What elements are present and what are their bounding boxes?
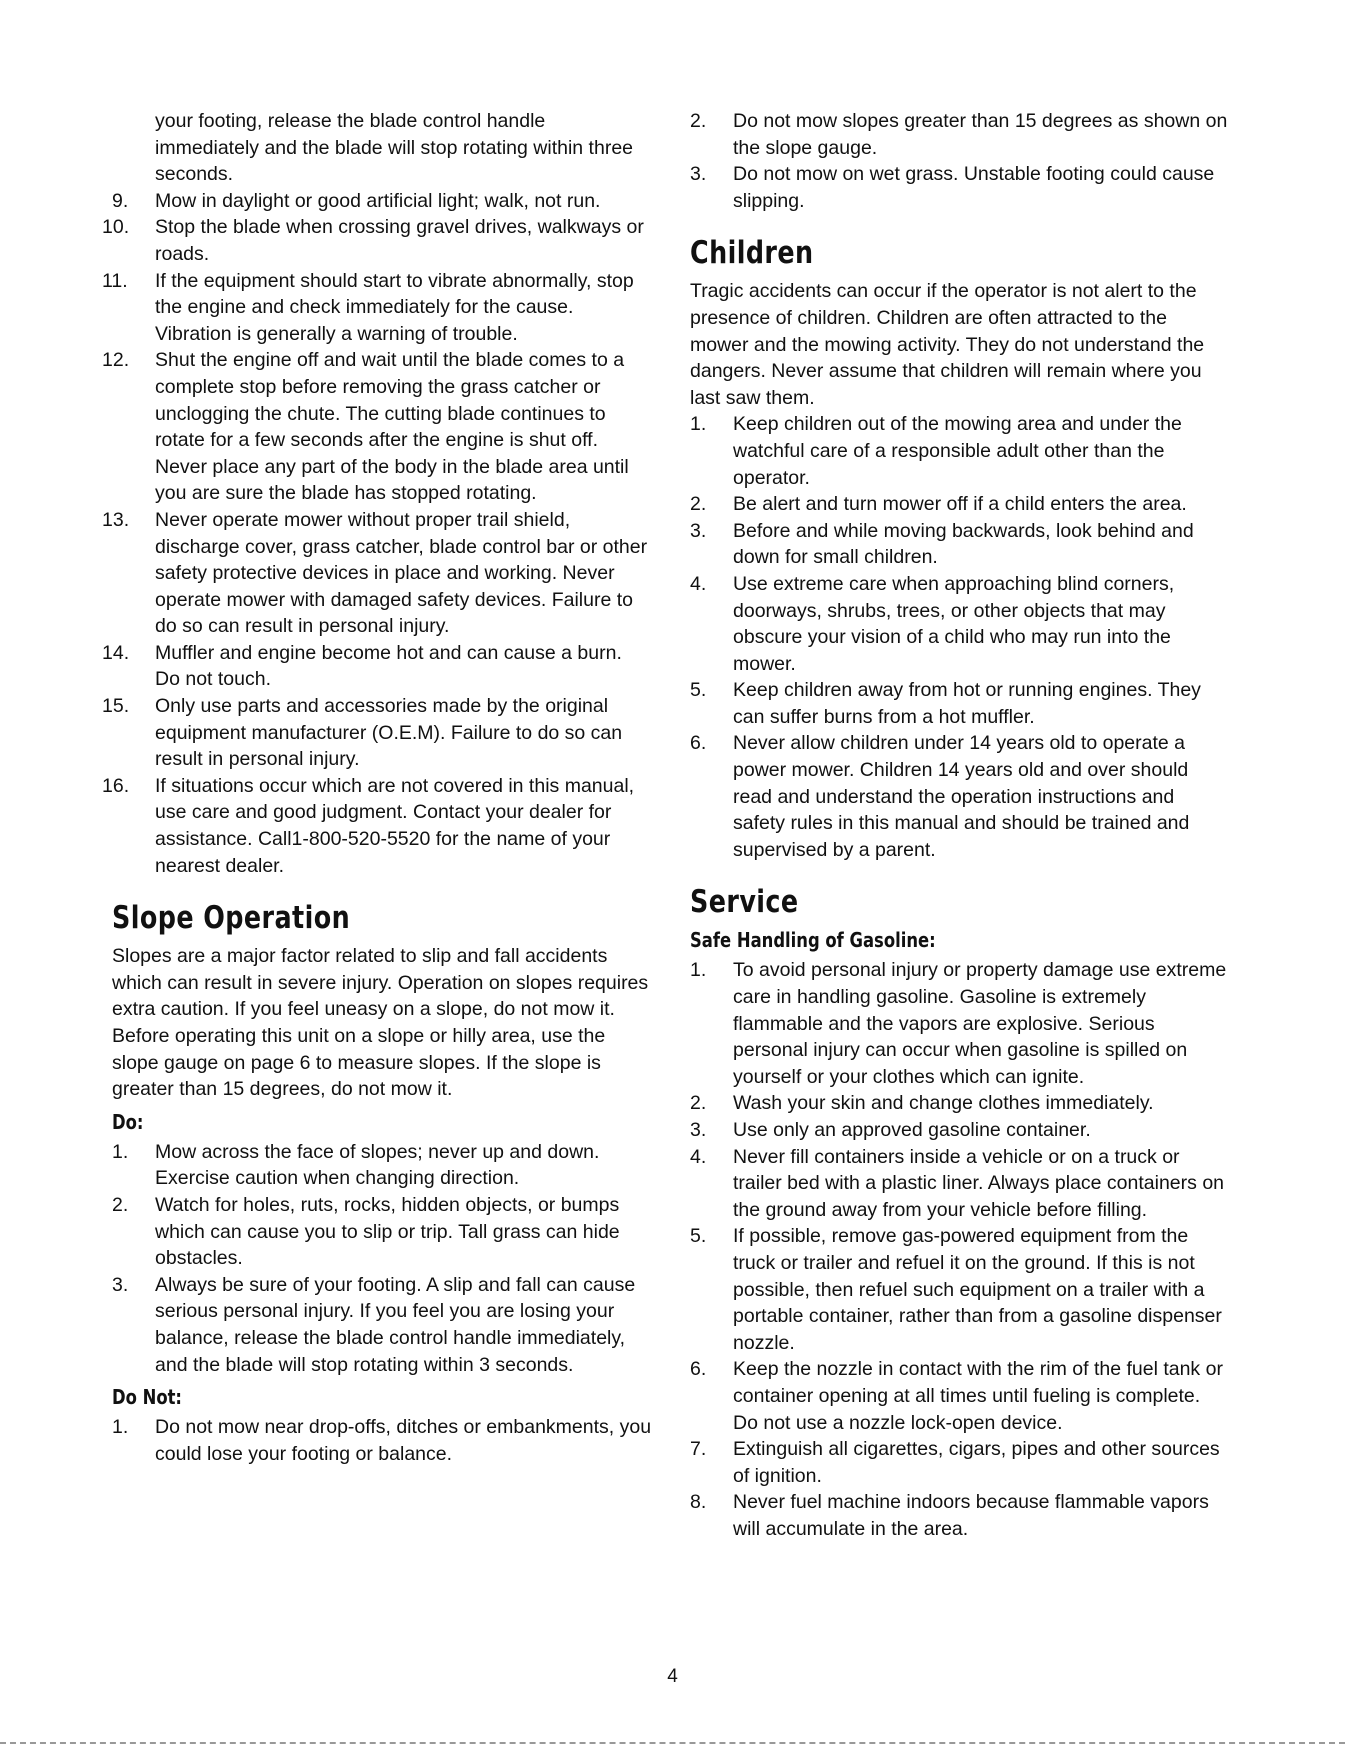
item-text: If possible, remove gas-powered equipment from the truck or trailer and refuel it on the ground. If this is not possible, then refuel such equipment on a trailer with a portable container, rather than from a gasoline dispenser nozzle. bbox=[733, 1225, 1222, 1354]
item-text: Mow across the face of slopes; never up and down. Exercise caution when changing direction. bbox=[155, 1140, 600, 1190]
list-item bbox=[690, 957, 1230, 1090]
list-item bbox=[690, 1223, 1230, 1356]
item-number: 14. bbox=[102, 641, 130, 664]
item-number: 13. bbox=[102, 508, 130, 531]
item-text: Use extreme care when approaching blind corners, doorways, shrubs, trees, or other objects that may obscure your vision of a child who may run into the mower. bbox=[733, 572, 1175, 675]
item-number: 1. bbox=[690, 413, 707, 436]
continued-paragraph: your footing, release the blade control handle immediately and the blade will stop rotating within three seconds. bbox=[155, 110, 634, 186]
item-text: Shut the engine off and wait until the blade comes to a complete stop before removing the grass catcher or unclogging the chute. The cutting blade continues to rotate for a few seconds after the engine is shut off. Never place any part of the body in the blade area until you are sure the blade has stopped rotating. bbox=[155, 349, 629, 505]
item-text: Before and while moving backwards, look behind and down for small children. bbox=[733, 519, 1194, 569]
item-number: 3. bbox=[690, 519, 707, 542]
safe-handling-heading: Safe Handling of Gasoline: bbox=[690, 928, 936, 953]
do-not-heading: Do Not: bbox=[112, 1385, 182, 1410]
item-number: 4. bbox=[690, 1145, 707, 1168]
list-item bbox=[690, 677, 1230, 730]
item-text: Use only an approved gasoline container. bbox=[733, 1119, 1091, 1141]
list-item bbox=[112, 1414, 652, 1467]
list-item bbox=[112, 188, 652, 215]
item-number: 6. bbox=[690, 1358, 707, 1381]
item-number: 10. bbox=[102, 216, 130, 239]
list-item bbox=[690, 571, 1230, 677]
item-text: Never allow children under 14 years old to operate a power mower. Children 14 years old and over should read and understand the operation instructions and safety rules in this manual and should be trained and supervised by a parent. bbox=[733, 732, 1190, 861]
section-heading-children: Children bbox=[690, 235, 814, 272]
item-text: Keep children out of the mowing area and under the watchful care of a responsible adult other than the operator. bbox=[733, 413, 1182, 489]
item-text: Extinguish all cigarettes, cigars, pipes and other sources of ignition. bbox=[733, 1438, 1220, 1487]
item-text: Never operate mower without proper trail shield, discharge cover, grass catcher, blade control bar or other safety protective devices in place and working. Never operate mower with damaged safety devices. Failure to do so can result in personal injury. bbox=[155, 508, 648, 638]
list-item bbox=[690, 161, 1230, 214]
list-item bbox=[102, 347, 652, 507]
item-text: Do not mow on wet grass. Unstable footing could cause slipping. bbox=[733, 163, 1215, 212]
item-number: 15. bbox=[102, 695, 130, 718]
list-item bbox=[690, 1144, 1230, 1224]
list-item bbox=[102, 507, 652, 640]
children-intro-paragraph: Tragic accidents can occur if the operator is not alert to the presence of children. Children are often attracted to the mower and the mowing activity. They do not understand the dangers. Never assume that children will remain where you last saw them. bbox=[690, 280, 1205, 409]
item-text: Muffler and engine become hot and can cause a burn. Do not touch. bbox=[155, 641, 622, 691]
item-number: 1. bbox=[112, 1416, 129, 1439]
item-text: Keep the nozzle in contact with the rim of the fuel tank or container opening at all times until fueling is complete. Do not use a nozzle lock-open device. bbox=[733, 1358, 1223, 1434]
item-text: To avoid personal injury or property damage use extreme care in handling gasoline. Gasoline is extremely flammable and the vapors are explosive. Serious personal injury can occur when gasoline is spilled on yourself or your clothes which can ignite. bbox=[733, 959, 1227, 1088]
item-number: 2. bbox=[690, 1092, 707, 1115]
item-text: Keep children away from hot or running engines. They can suffer burns from a hot muffler. bbox=[733, 679, 1201, 728]
list-item bbox=[102, 773, 652, 879]
item-number: 5. bbox=[690, 679, 707, 702]
page-number: 4 bbox=[667, 1666, 678, 1687]
list-item bbox=[112, 1272, 652, 1378]
list-item bbox=[690, 1090, 1230, 1117]
list-item bbox=[112, 1192, 652, 1272]
item-number: 2. bbox=[690, 110, 707, 132]
list-item bbox=[102, 268, 652, 348]
item-number: 5. bbox=[690, 1225, 707, 1248]
item-text: Watch for holes, ruts, rocks, hidden objects, or bumps which can cause you to slip or trip. Tall grass can hide obstacles. bbox=[155, 1193, 620, 1270]
item-text: Stop the blade when crossing gravel drives, walkways or roads. bbox=[155, 216, 644, 265]
bottom-divider bbox=[0, 1742, 1345, 1744]
list-item bbox=[102, 693, 652, 773]
item-text: If situations occur which are not covered in this manual, use care and good judgment. Contact your dealer for assistance. Call1-800-520-5520 for the name of your nearest dealer. bbox=[155, 774, 635, 877]
item-text: Always be sure of your footing. A slip and fall can cause serious personal injury. If you feel you are losing your balance, release the blade control handle immediately, and the blade will stop rotating within 3 seconds. bbox=[155, 1273, 636, 1376]
section-heading-service: Service bbox=[690, 884, 799, 921]
item-number: 6. bbox=[690, 732, 707, 755]
item-text: Never fill containers inside a vehicle or on a truck or trailer bed with a plastic liner. Always place containers on the ground away from your vehicle before filling. bbox=[733, 1145, 1225, 1221]
item-number: 8. bbox=[690, 1491, 707, 1514]
list-item bbox=[690, 491, 1230, 518]
list-item bbox=[690, 1436, 1230, 1489]
item-number: 2. bbox=[112, 1193, 129, 1216]
item-number: 9. bbox=[112, 189, 129, 212]
item-number: 12. bbox=[102, 349, 130, 372]
item-number: 7. bbox=[690, 1438, 707, 1461]
list-item bbox=[690, 730, 1230, 863]
item-text: Wash your skin and change clothes immediately. bbox=[733, 1092, 1154, 1115]
list-item bbox=[690, 518, 1230, 571]
item-text: Be alert and turn mower off if a child enters the area. bbox=[733, 493, 1187, 516]
item-number: 1. bbox=[112, 1140, 129, 1163]
slope-intro-paragraph: Slopes are a major factor related to slip and fall accidents which can result in severe injury. Operation on slopes requires extra caution. If you feel uneasy on a slope, do not mow it. Before operating this unit on a slope or hilly area, use the slope gauge on page 6 to measure slopes. If the slope is greater than 15 degrees, do not mow it. bbox=[112, 945, 649, 1101]
item-number: 3. bbox=[690, 1119, 707, 1141]
item-text: Do not mow near drop-offs, ditches or embankments, you could lose your footing or balance. bbox=[155, 1416, 652, 1465]
list-item bbox=[690, 411, 1230, 491]
item-number: 4. bbox=[690, 572, 707, 595]
list-item bbox=[112, 1139, 652, 1192]
list-item bbox=[690, 108, 1230, 161]
item-text: If the equipment should start to vibrate abnormally, stop the engine and check immediately for the cause. Vibration is generally a warning of trouble. bbox=[155, 269, 634, 345]
item-text: Do not mow slopes greater than 15 degrees as shown on the slope gauge. bbox=[733, 110, 1228, 159]
list-item bbox=[690, 1117, 1230, 1144]
item-text: Mow in daylight or good artificial light; walk, not run. bbox=[155, 189, 601, 212]
left-column bbox=[102, 108, 652, 1467]
list-item bbox=[102, 214, 652, 267]
section-heading-slope-operation: Slope Operation bbox=[112, 900, 351, 937]
item-text: Never fuel machine indoors because flammable vapors will accumulate in the area. bbox=[733, 1491, 1209, 1540]
list-item bbox=[102, 640, 652, 693]
item-number: 3. bbox=[112, 1273, 129, 1296]
item-number: 1. bbox=[690, 959, 707, 982]
list-item bbox=[690, 1489, 1230, 1542]
item-number: 16. bbox=[102, 774, 130, 797]
item-text: Only use parts and accessories made by the original equipment manufacturer (O.E.M). Failure to do so can result in personal injury. bbox=[155, 695, 623, 771]
item-number: 11. bbox=[102, 269, 128, 292]
right-column bbox=[690, 108, 1230, 1543]
item-number: 2. bbox=[690, 493, 707, 516]
list-item bbox=[690, 1356, 1230, 1436]
item-number: 3. bbox=[690, 163, 707, 186]
do-heading: Do: bbox=[112, 1109, 144, 1134]
